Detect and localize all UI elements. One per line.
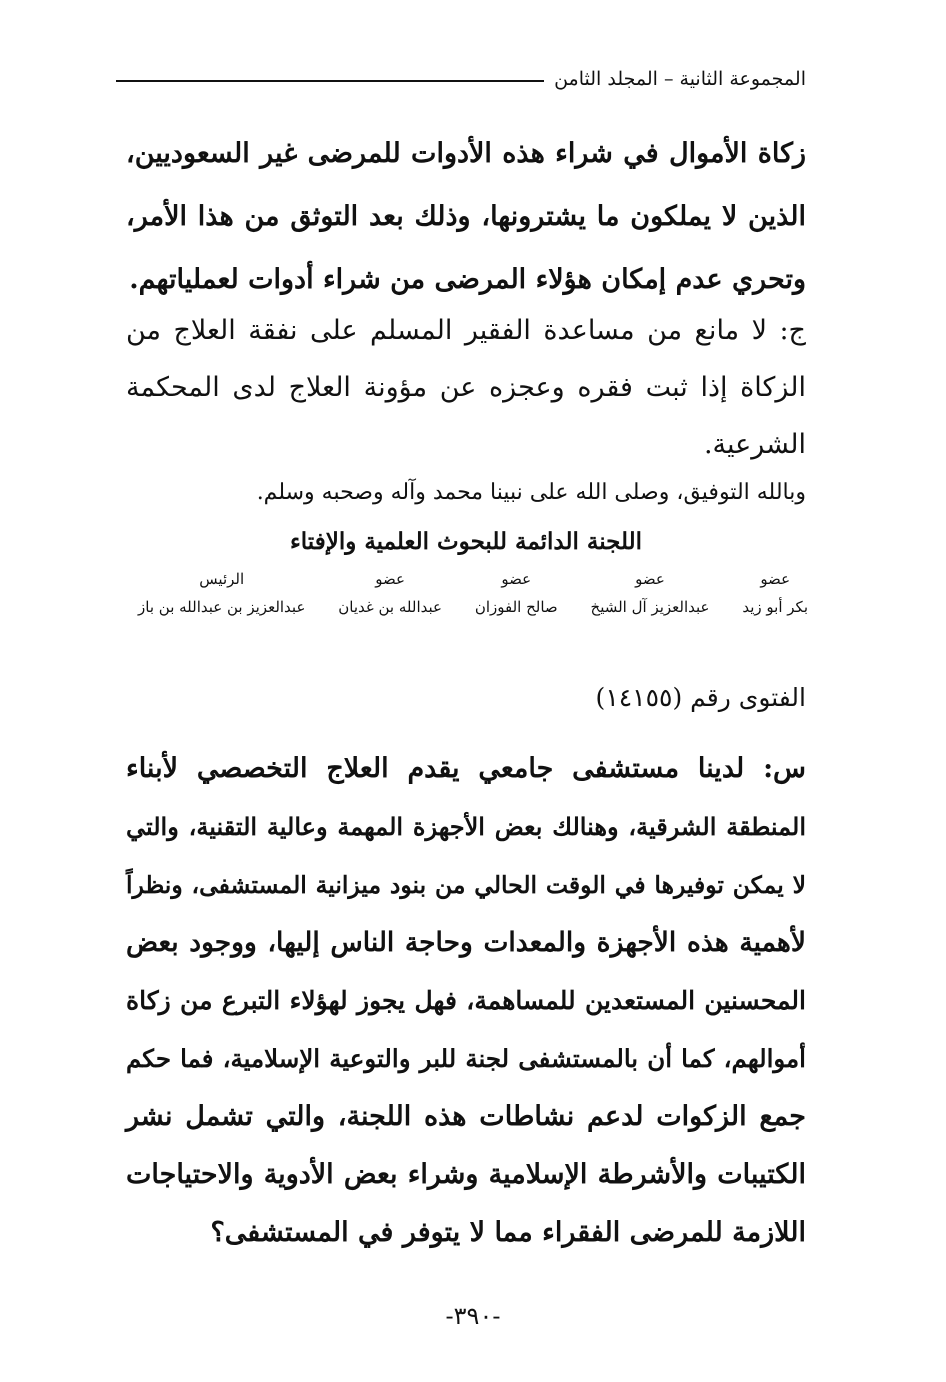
- text-line: اللازمة للمرضى الفقراء مما لا يتوفر في المستشفى؟: [210, 1217, 806, 1248]
- text-line: أموالهم، كما أن بالمستشفى لجنة للبر والتوعية الإسلامية، فما حكم: [126, 1044, 806, 1073]
- text-line: س: لدينا مستشفى جامعي يقدم العلاج التخصصي لأبناء: [126, 753, 806, 784]
- text-line: الذين لا يملكون ما يشترونها، وذلك بعد التوثق من هذا الأمر،: [126, 201, 806, 232]
- question-continuation: [126, 122, 806, 311]
- signatory-role: عضو: [760, 570, 791, 588]
- signatory: [475, 570, 558, 616]
- signatory-role: عضو: [635, 570, 665, 588]
- header-title: المجموعة الثانية – المجلد الثامن: [554, 68, 806, 90]
- text-line: جمع الزكوات لدعم نشاطات هذه اللجنة، والتي تشمل نشر: [126, 1101, 806, 1132]
- signatory-name: بكر أبو زيد: [742, 598, 808, 616]
- question: [126, 740, 806, 1262]
- signatory: [591, 570, 710, 616]
- text-line: المحسنين المستعدين للمساهمة، فهل يجوز لهؤلاء التبرع من زكاة: [126, 986, 806, 1015]
- header-rule: [116, 80, 544, 82]
- signatory-role: الرئيس: [199, 570, 245, 588]
- text-line: لا يمكن توفيرها في الوقت الحالي من بنود ميزانية المستشفى، ونظراً: [126, 871, 806, 899]
- text-line: الكتيبات والأشرطة الإسلامية وشراء بعض الأدوية والاحتياجات: [126, 1159, 806, 1190]
- text-line: الزكاة إذا ثبت فقره وعجزه عن مؤونة العلاج لدى المحكمة: [126, 372, 806, 403]
- signatories: [138, 570, 808, 616]
- signatory-name: عبدالعزيز آل الشيخ: [590, 598, 710, 616]
- signatory-role: عضو: [375, 570, 405, 588]
- signatory: [338, 570, 442, 616]
- text-line: لأهمية هذه الأجهزة والمعدات وحاجة الناس إليها، ووجود بعض: [126, 927, 806, 958]
- text-line: زكاة الأموال في شراء هذه الأدوات للمرضى غير السعوديين،: [126, 138, 806, 169]
- signatory: [742, 570, 808, 616]
- text-line: الشرعية.: [703, 429, 806, 460]
- signatory-name: عبدالعزيز بن عبدالله بن باز: [138, 598, 306, 616]
- text-line: المنطقة الشرقية، وهنالك بعض الأجهزة المهمة وعالية التقنية، والتي: [126, 812, 806, 841]
- page-number: -٣٩٠-: [445, 1302, 501, 1330]
- signatory-role: عضو: [501, 570, 532, 588]
- running-header: [116, 68, 806, 90]
- committee-name: اللجنة الدائمة للبحوث العلمية والإفتاء: [289, 528, 643, 555]
- fatwa-number: الفتوى رقم (١٤١٥٥): [595, 683, 806, 712]
- text-line: وتحري عدم إمكان هؤلاء المرضى من شراء أدوات لعملياتهم.: [129, 264, 806, 295]
- signatory-name: صالح الفوزان: [474, 598, 558, 616]
- answer: [126, 302, 806, 473]
- signatory-name: عبدالله بن غديان: [338, 598, 442, 616]
- signatory: [138, 570, 305, 616]
- text-line: ج: لا مانع من مساعدة الفقير المسلم على نفقة العلاج من: [126, 315, 806, 346]
- closing-formula: وبالله التوفيق، وصلى الله على نبينا محمد وآله وصحبه وسلم.: [256, 480, 806, 505]
